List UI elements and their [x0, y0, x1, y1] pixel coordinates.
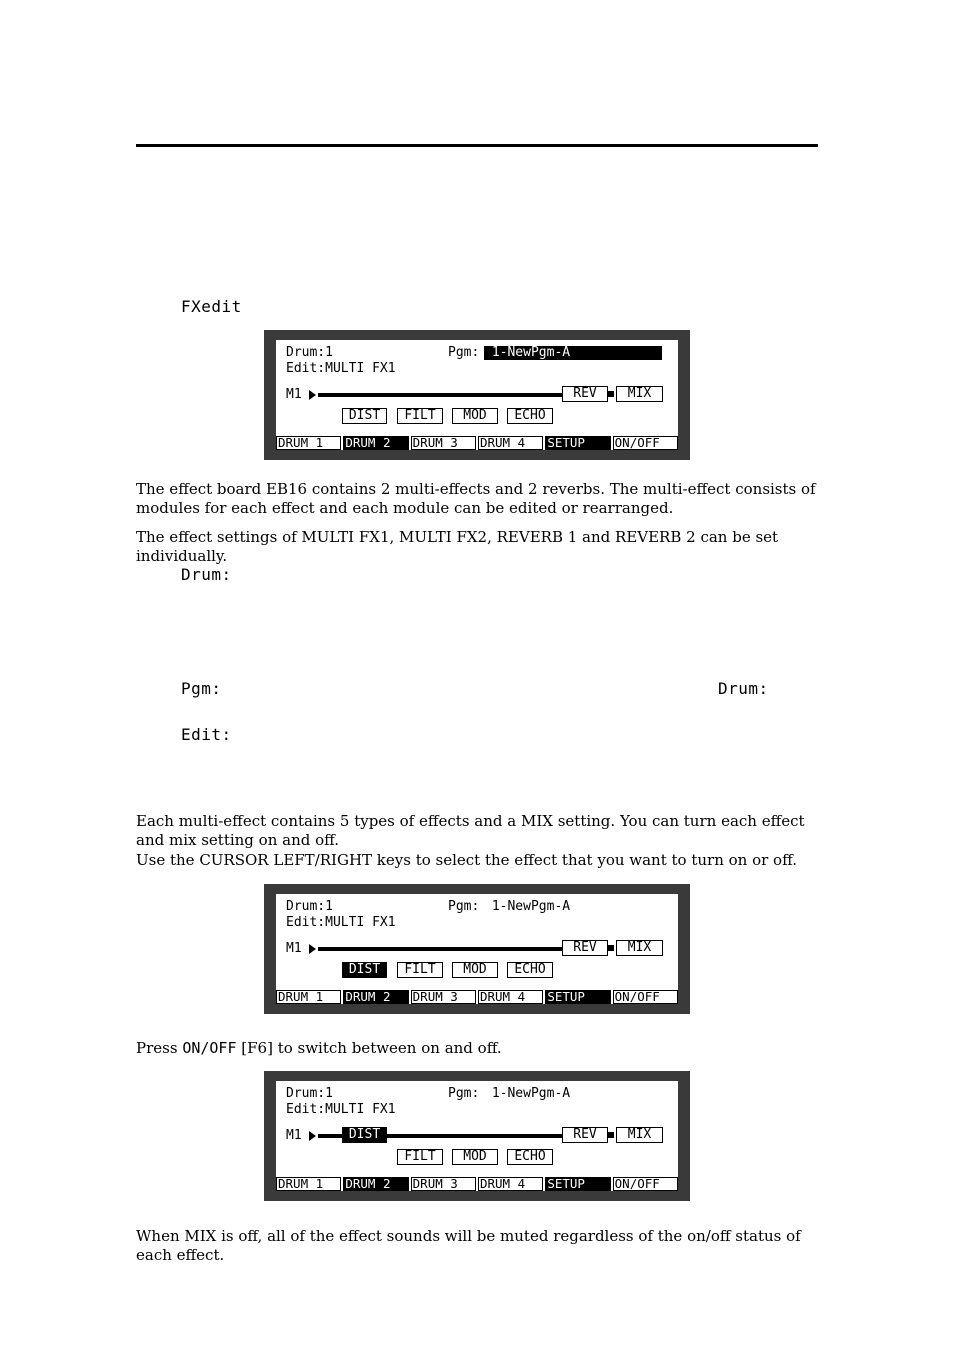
function-tabs: [276, 990, 678, 1004]
mod-box[interactable]: MOD: [452, 408, 498, 424]
tab-drum-3[interactable]: DRUM 3: [411, 990, 476, 1004]
lcd-pgm-value: 1-NewPgm-A: [484, 1086, 571, 1101]
fxedit-label: FXedit: [181, 297, 242, 316]
filt-box[interactable]: FILT: [397, 1149, 443, 1165]
lcd-pgm-label: Pgm:: [448, 345, 480, 360]
mix-box[interactable]: MIX: [616, 386, 663, 402]
tab-drum-2[interactable]: DRUM 2: [343, 990, 408, 1004]
tab-drum-2[interactable]: DRUM 2: [343, 1177, 408, 1191]
tab-setup[interactable]: SETUP: [545, 1177, 610, 1191]
tab-setup[interactable]: SETUP: [545, 436, 610, 450]
lcd-pgm-value-selected[interactable]: 1-NewPgm-A: [484, 346, 662, 360]
press-text: Press: [136, 1039, 183, 1057]
lcd-pgm-value: 1-NewPgm-A: [484, 899, 571, 914]
lcd-drum: Drum:1: [286, 345, 333, 360]
rev-box[interactable]: REV: [562, 386, 608, 402]
paragraph-settings: The effect settings of MULTI FX1, MULTI FX2, REVERB 1 and REVERB 2 can be set individually.: [136, 528, 779, 565]
tab-setup[interactable]: SETUP: [545, 990, 610, 1004]
signal-arrow-icon: [309, 390, 316, 400]
tab-on-off[interactable]: ON/OFF: [613, 990, 678, 1004]
lcd-screen-1: [264, 330, 690, 460]
lcd-m1: M1: [286, 941, 302, 956]
tab-drum-4[interactable]: DRUM 4: [478, 1177, 543, 1191]
lcd-drum: Drum:1: [286, 1086, 333, 1101]
mod-box[interactable]: MOD: [452, 962, 498, 978]
dist-box[interactable]: DIST: [342, 408, 387, 424]
paragraph-cursor: Use the CURSOR LEFT/RIGHT keys to select the effect that you want to turn on or off.: [136, 851, 797, 869]
mod-box[interactable]: MOD: [452, 1149, 498, 1165]
dist-box-on-bus[interactable]: DIST: [342, 1127, 387, 1143]
function-tabs: [276, 1177, 678, 1191]
mix-box[interactable]: MIX: [616, 1127, 663, 1143]
mix-box[interactable]: MIX: [616, 940, 663, 956]
rev-box[interactable]: REV: [562, 1127, 608, 1143]
filt-box[interactable]: FILT: [397, 408, 443, 424]
tab-drum-1[interactable]: DRUM 1: [276, 990, 341, 1004]
tab-drum-1[interactable]: DRUM 1: [276, 436, 341, 450]
rev-mix-connector: [608, 391, 614, 397]
signal-arrow-icon: [309, 944, 316, 954]
echo-box[interactable]: ECHO: [507, 1149, 553, 1165]
rev-mix-connector: [608, 1132, 614, 1138]
signal-arrow-icon: [309, 1131, 316, 1141]
lcd-pgm-label: Pgm:: [448, 1086, 480, 1101]
tab-drum-3[interactable]: DRUM 3: [411, 436, 476, 450]
tab-drum-1[interactable]: DRUM 1: [276, 1177, 341, 1191]
lcd-edit: Edit:MULTI FX1: [286, 1102, 396, 1117]
press-text-after: [F6] to switch between on and off.: [236, 1039, 502, 1057]
rev-mix-connector: [608, 945, 614, 951]
echo-box[interactable]: ECHO: [507, 408, 553, 424]
lcd-screen-3: [264, 1071, 690, 1201]
signal-bus: [318, 947, 562, 951]
dist-box-selected[interactable]: DIST: [342, 962, 387, 978]
pgm-label: Pgm:: [181, 679, 222, 698]
tab-drum-4[interactable]: DRUM 4: [478, 436, 543, 450]
tab-drum-2[interactable]: DRUM 2: [343, 436, 408, 450]
lcd-edit: Edit:MULTI FX1: [286, 361, 396, 376]
paragraph-intro: The effect board EB16 contains 2 multi-effects and 2 reverbs. The multi-effect consists of modules for each effect and each module can be edited or rearranged.: [136, 480, 816, 517]
tab-on-off[interactable]: ON/OFF: [613, 1177, 678, 1191]
lcd-drum: Drum:1: [286, 899, 333, 914]
tab-drum-3[interactable]: DRUM 3: [411, 1177, 476, 1191]
paragraph-mix-off: When MIX is off, all of the effect sounds will be muted regardless of the on/off status of each effect.: [136, 1227, 801, 1264]
drum-label: Drum:: [181, 565, 232, 584]
filt-box[interactable]: FILT: [397, 962, 443, 978]
paragraph-press-onoff: [136, 1039, 820, 1058]
paragraph-multi-effect: Each multi-effect contains 5 types of effects and a MIX setting. You can turn each effect and mix setting on and off.: [136, 812, 805, 849]
lcd-m1: M1: [286, 387, 302, 402]
tab-drum-4[interactable]: DRUM 4: [478, 990, 543, 1004]
function-tabs: [276, 436, 678, 450]
rev-box[interactable]: REV: [562, 940, 608, 956]
onoff-key-label: ON/OFF: [182, 1039, 237, 1057]
signal-bus: [318, 393, 562, 397]
lcd-m1: M1: [286, 1128, 302, 1143]
drum-label-right: Drum:: [718, 679, 769, 698]
tab-on-off[interactable]: ON/OFF: [613, 436, 678, 450]
header-rule: [136, 144, 818, 147]
echo-box[interactable]: ECHO: [507, 962, 553, 978]
lcd-edit: Edit:MULTI FX1: [286, 915, 396, 930]
lcd-screen-2: [264, 884, 690, 1014]
lcd-pgm-label: Pgm:: [448, 899, 480, 914]
edit-label: Edit:: [181, 725, 232, 744]
